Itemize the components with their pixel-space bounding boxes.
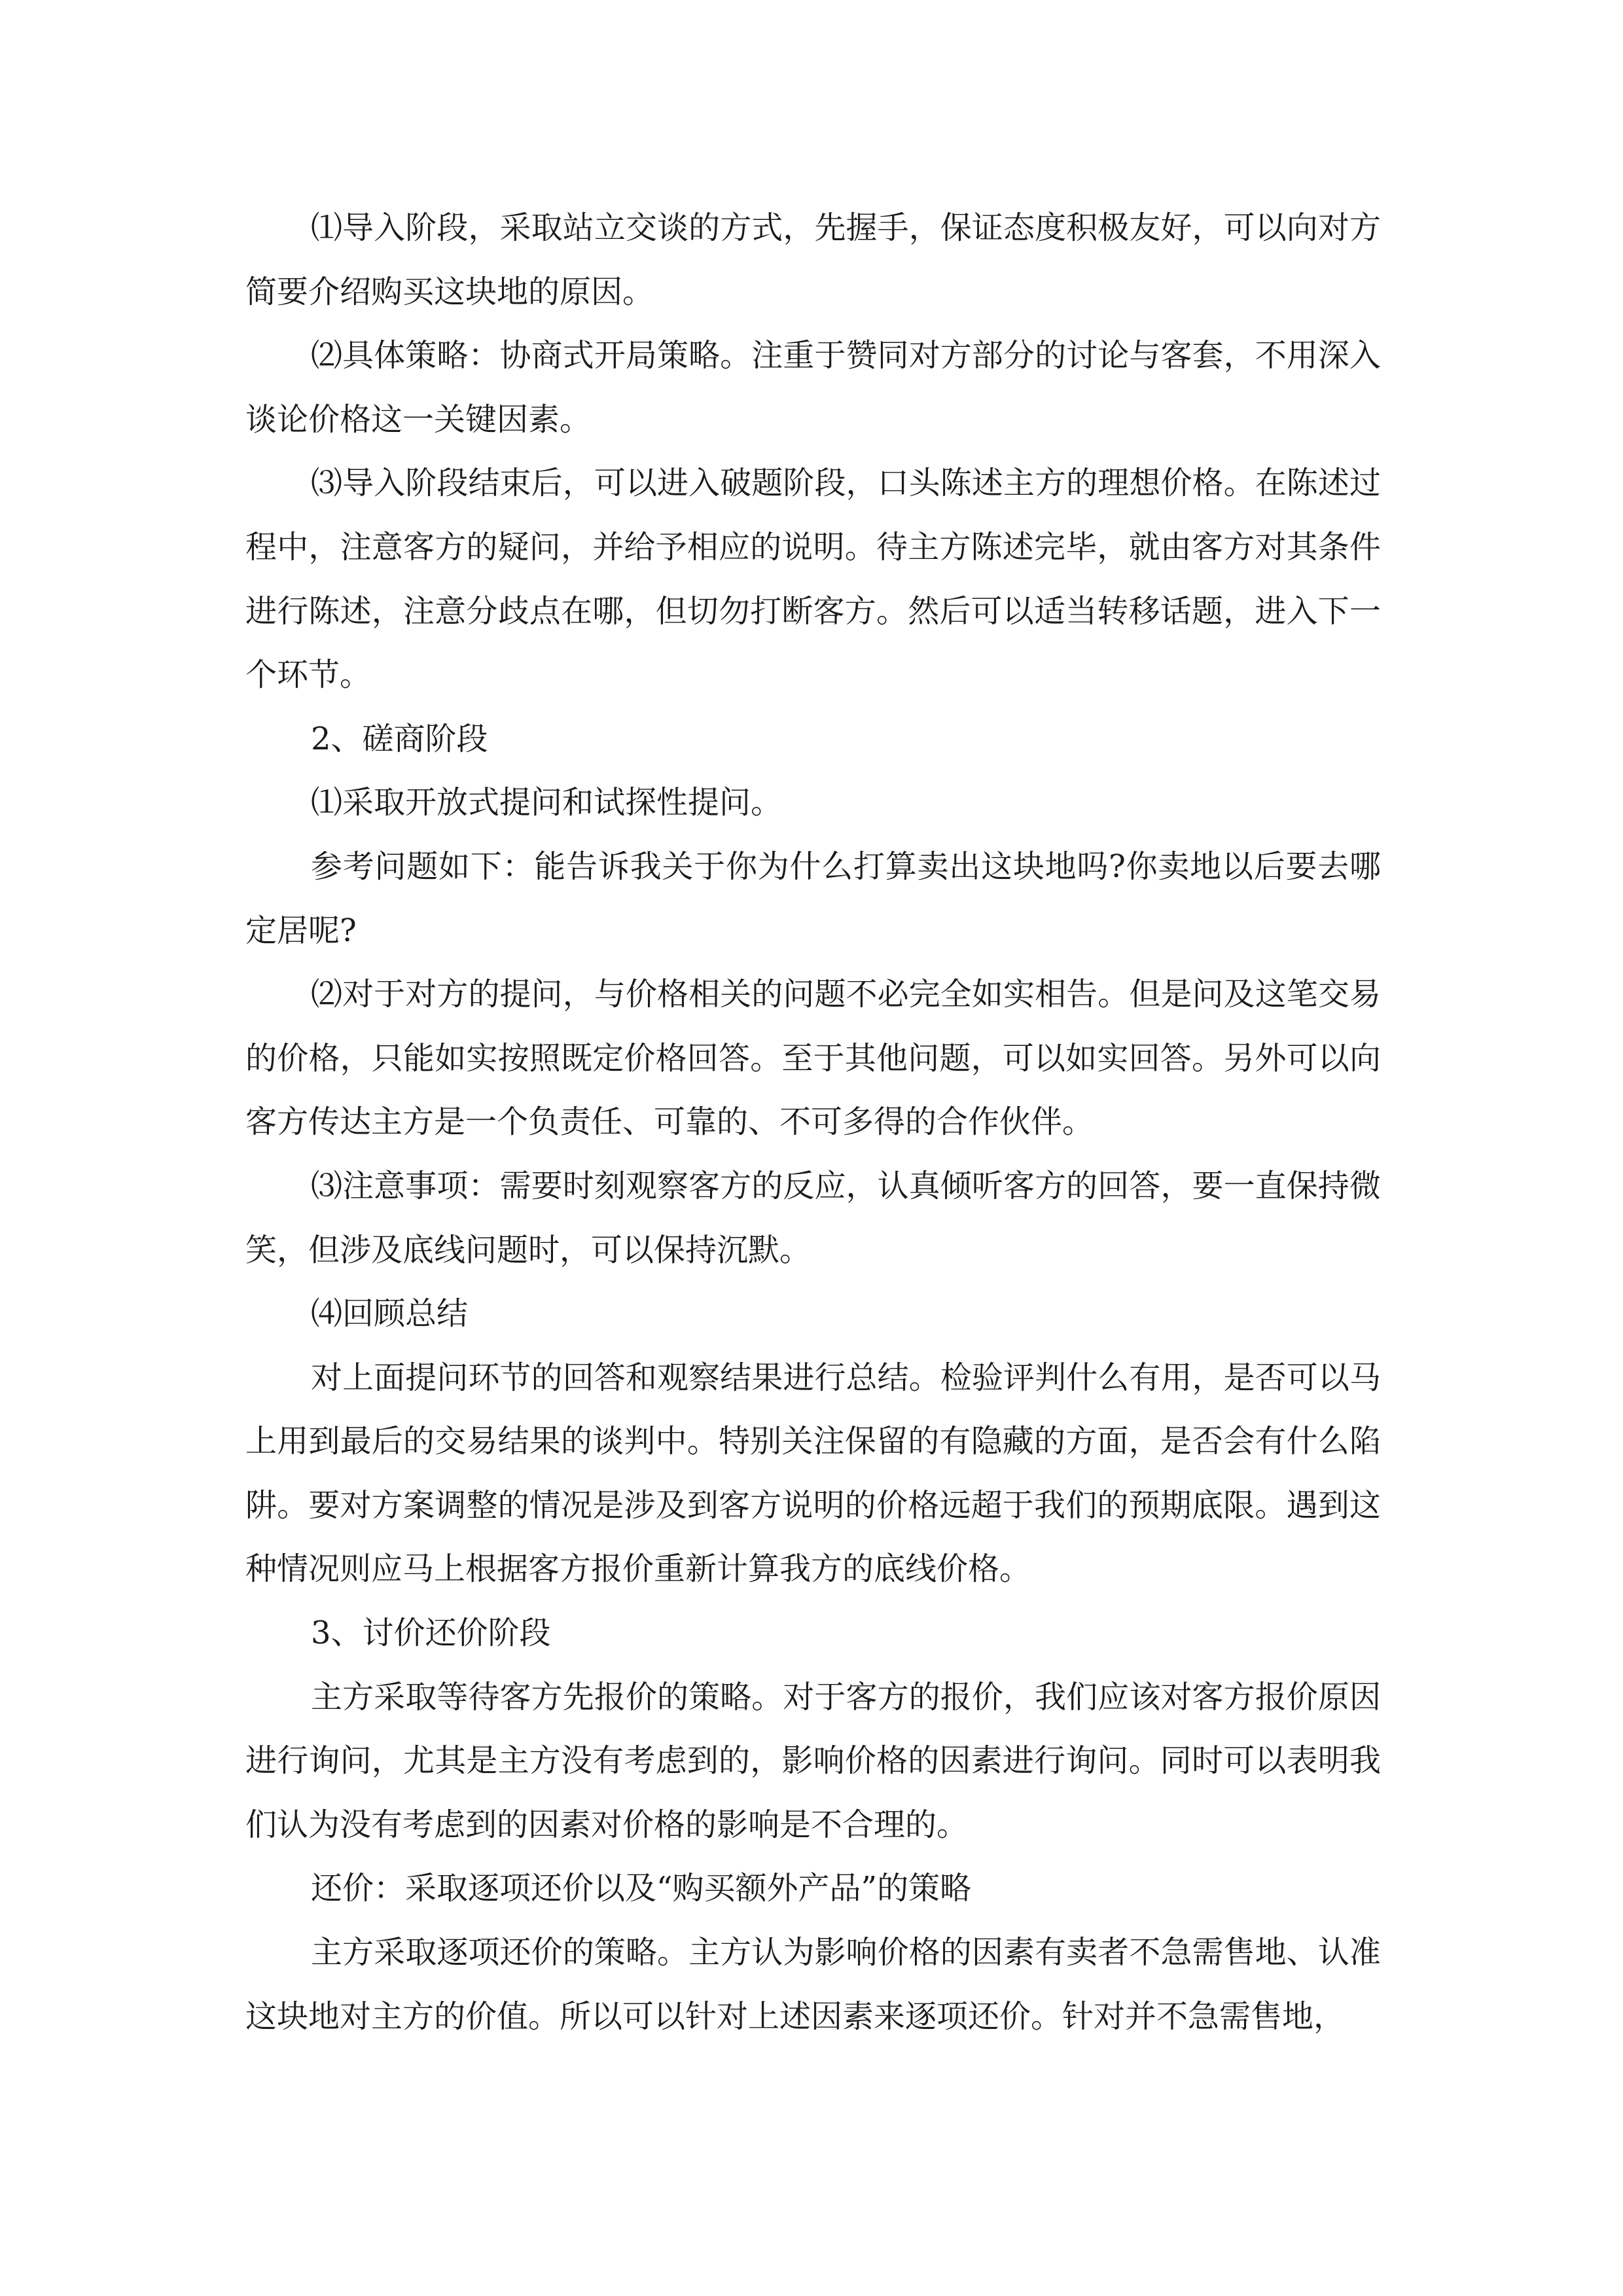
section-heading-consultation: 2、磋商阶段 — [311, 720, 488, 757]
paragraph-counteroffer: 还价：采取逐项还价以及“购买额外产品”的策略 — [311, 1870, 972, 1907]
paragraph-open-questions: ⑴采取开放式提问和试探性提问。 — [311, 784, 783, 821]
paragraph-review-heading: ⑷回顾总结 — [311, 1295, 469, 1333]
paragraph-review-summary: 对上面提问环节的回答和观察结果进行总结。检验评判什么有用，是否可以马上用到最后的交易结果的谈判中。特别关注保留的有隐藏的方面，是否会有什么陷阱。要对方案调整的情况是涉及到客方说明的价格远超于我们的预期底限。遇到这种情况则应马上根据客方报价重新计算我方的底线价格。 — [245, 1359, 1381, 1588]
paragraph-intro-stage: ⑴导入阶段，采取站立交谈的方式，先握手，保证态度积极友好，可以向对方简要介绍购买这块地的原因。 — [245, 209, 1381, 310]
paragraph-specific-strategy: ⑵具体策略：协商式开局策略。注重于赞同对方部分的讨论与客套，不用深入谈论价格这一关键因素。 — [245, 337, 1381, 438]
paragraph-answering-questions: ⑵对于对方的提问，与价格相关的问题不必完全如实相告。但是问及这笔交易的价格，只能如实按照既定价格回答。至于其他问题，可以如实回答。另外可以向客方传达主方是一个负责任、可靠的、不可多得的合作伙伴。 — [245, 976, 1381, 1141]
document-body — [245, 196, 1381, 2049]
paragraph-opening-topic: ⑶导入阶段结束后，可以进入破题阶段，口头陈述主方的理想价格。在陈述过程中，注意客方的疑问，并给予相应的说明。待主方陈述完毕，就由客方对其条件进行陈述，注意分歧点在哪，但切勿打断客方。然后可以适当转移话题，进入下一个环节。 — [245, 465, 1381, 694]
paragraph-itemized-counteroffer: 主方采取逐项还价的策略。主方认为影响价格的因素有卖者不急需售地、认准这块地对主方的价值。所以可以针对上述因素来逐项还价。针对并不急需售地， — [245, 1934, 1381, 2035]
paragraph-wait-for-quote: 主方采取等待客方先报价的策略。对于客方的报价，我们应该对客方报价原因进行询问，尤其是主方没有考虑到的，影响价格的因素进行询问。同时可以表明我们认为没有考虑到的因素对价格的影响是不合理的。 — [245, 1678, 1381, 1843]
section-heading-bargaining: 3、讨价还价阶段 — [311, 1615, 551, 1652]
paragraph-reference-questions: 参考问题如下：能告诉我关于你为什么打算卖出这块地吗?你卖地以后要去哪定居呢? — [245, 848, 1381, 949]
paragraph-notes: ⑶注意事项：需要时刻观察客方的反应，认真倾听客方的回答，要一直保持微笑，但涉及底线问题时，可以保持沉默。 — [245, 1167, 1381, 1268]
